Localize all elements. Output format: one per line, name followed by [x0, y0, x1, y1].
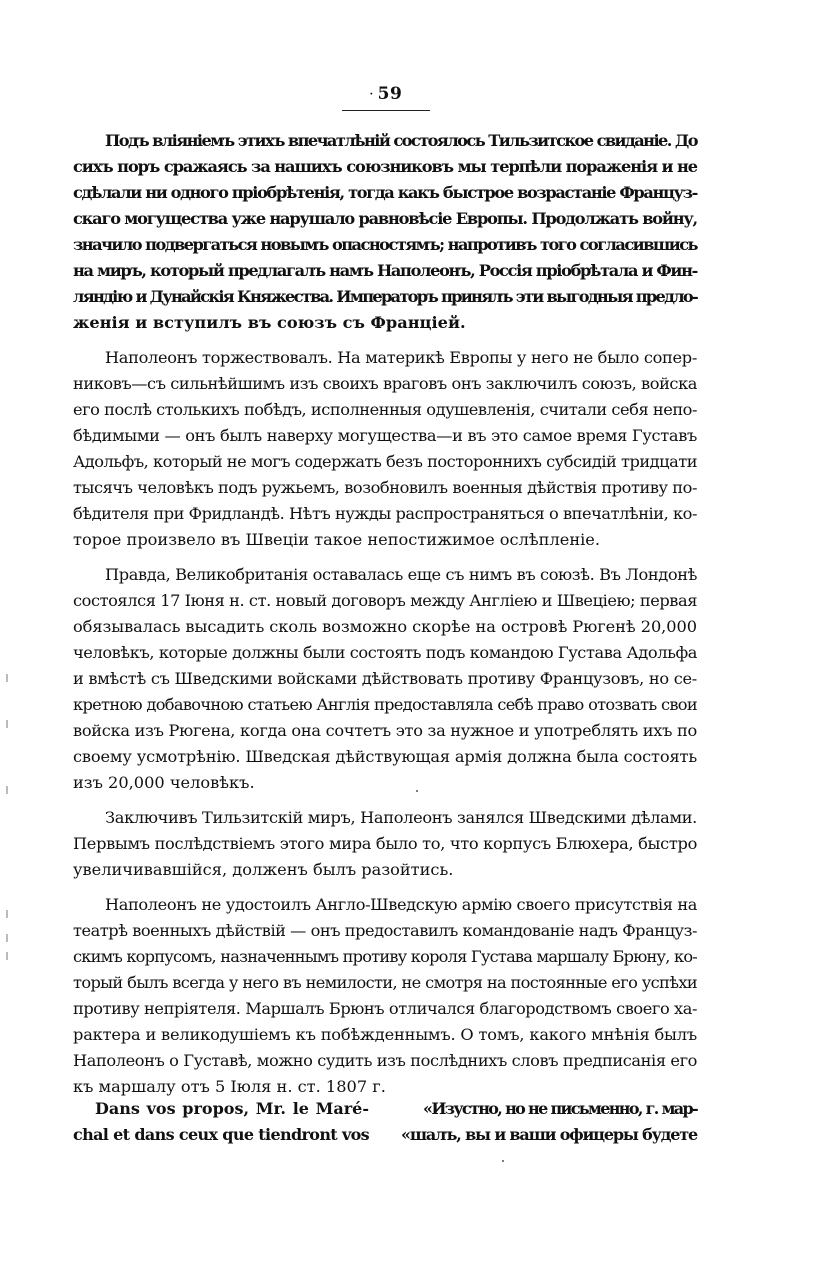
text-line: Адольфъ, который не могъ содержать безъ постороннихъ субсидій тридцати: [73, 452, 697, 471]
text-line: ляндію и Дунайскія Княжества. Императоръ принялъ эти выгодныя предло-: [73, 287, 697, 306]
scan-artifact: [6, 952, 8, 960]
scan-artifact: [6, 674, 8, 682]
text-line: Наполеонъ торжествовалъ. На материкѣ Европы у него не было сопер-: [105, 348, 697, 367]
scan-artifact: [6, 786, 8, 794]
text-line: бѣдителя при Фридландѣ. Нѣтъ нужды распространяться о впечатлѣніи, ко-: [73, 504, 697, 523]
text-line: къ маршалу отъ 5 Іюля н. ст. 1807 г.: [73, 1077, 386, 1096]
text-line: сдѣлали ни одного пріобрѣтенія, тогда какъ быстрое возрастаніе Француз-: [73, 183, 697, 202]
text-line: его послѣ столькихъ побѣдъ, исполненныя одушевленія, считали себя непо-: [73, 400, 697, 419]
text-line: изъ 20,000 человѣкъ.: [73, 773, 255, 792]
paragraph-tilsit-meeting: [73, 128, 697, 336]
text-line: никовъ—съ сильнѣйшимъ изъ своихъ враговъ онъ заключилъ союзъ, войска: [73, 374, 697, 393]
text-line: и вмѣстѣ съ Шведскими войсками дѣйствовать противу Французовъ, но се-: [73, 669, 697, 688]
text-line: войска изъ Рюгена, когда она сочтетъ это за нужное и употреблять ихъ по: [73, 721, 697, 740]
body-text: [73, 128, 697, 1100]
text-line: на миръ, который предлагалъ намъ Наполеонъ, Россія пріобрѣтала и Фин-: [73, 261, 697, 280]
text-line: «шалъ, вы и ваши офицеры будете: [401, 1125, 698, 1144]
text-line: состоялся 17 Іюня н. ст. новый договоръ между Англіею и Швеціею; первая: [73, 591, 697, 610]
text-line: тысячъ человѣкъ подъ ружьемъ, возобновилъ военныя дѣйствія противу по-: [73, 478, 697, 497]
text-line: торый былъ всегда у него въ немилости, не смотря на постоянные его успѣхи: [73, 973, 697, 992]
page-number: [342, 84, 430, 105]
text-line: своему усмотрѣнію. Шведская дѣйствующая армія должна была состоять: [73, 747, 697, 766]
text-line: chal et dans ceux que tiendront vos: [73, 1125, 370, 1144]
text-line: увеличивавшійся, долженъ былъ разойтись.: [73, 860, 454, 879]
text-line: торое произвело въ Швеціи такое непостижимое ослѣпленіе.: [73, 530, 601, 549]
scan-margin-marks: [6, 0, 12, 1267]
text-line: Правда, Великобританія оставалась еще съ нимъ въ союзѣ. Въ Лондонѣ: [105, 565, 697, 584]
header-rule: [342, 110, 430, 111]
page-header: [342, 84, 430, 105]
text-line: скаго могущества уже нарушало равновѣсіе Европы. Продолжать войну,: [73, 209, 698, 228]
text-line: «Изустно, но не письменно, г. мар-: [423, 1099, 697, 1118]
scan-artifact: [6, 934, 8, 942]
text-line: скимъ корпусомъ, назначеннымъ противу короля Густава маршалу Брюну, ко-: [73, 947, 697, 966]
paragraph-britain-treaty: [73, 562, 697, 796]
bilingual-quote: [73, 1096, 697, 1148]
text-line: Подъ вліяніемъ этихъ впечатлѣній состоялось Тильзитское свиданіе. До: [105, 131, 697, 150]
text-line: обязывалась высадить сколь возможно скорѣе на островѣ Рюгенѣ 20,000: [73, 617, 697, 636]
text-line: Dans vos propos, Mr. le Maré-: [95, 1099, 369, 1118]
text-line: театрѣ военныхъ дѣйствій — онъ предоставилъ командованіе надъ Француз-: [73, 921, 697, 940]
paragraph-tilsit-peace: [73, 805, 697, 883]
quote-french-column: [73, 1096, 369, 1148]
text-line: бѣдимыми — онъ былъ наверху могущества—и въ это самое время Густавъ: [73, 426, 697, 445]
paragraph-napoleon-triumph: [73, 345, 697, 553]
scan-artifact: [416, 790, 418, 792]
text-line: Наполеонъ о Густавѣ, можно судить изъ послѣднихъ словъ предписанія его: [73, 1051, 697, 1070]
decorative-dot: ·: [369, 88, 374, 100]
text-line: Наполеонъ не удостоилъ Англо-Шведскую армію своего присутствія на: [105, 895, 697, 914]
scan-artifact: [6, 720, 8, 728]
text-line: противу непріятеля. Маршалъ Брюнъ отличался благородствомъ своего ха-: [73, 999, 697, 1018]
text-line: человѣкъ, которые должны были состоять подъ командою Густава Адольфа: [73, 643, 697, 662]
text-line: кретною добавочною статьею Англія предоставляла себѣ право отозвать свои: [73, 695, 697, 714]
quote-russian-column: [401, 1096, 697, 1148]
text-line: Заключивъ Тильзитскій миръ, Наполеонъ занялся Шведскими дѣлами.: [105, 808, 697, 827]
text-line: значило подвергаться новымъ опасностямъ; напротивъ того согласившись: [73, 235, 697, 254]
page-number-text: 59: [377, 84, 403, 104]
scan-artifact: [6, 910, 8, 918]
scan-artifact: [502, 1160, 504, 1162]
paragraph-marshal-brune: [73, 892, 697, 1100]
text-line: рактера и великодушіемъ къ побѣжденнымъ. О томъ, какого мнѣнія былъ: [73, 1025, 697, 1044]
text-line: Первымъ послѣдствіемъ этого мира было то, что корпусъ Блюхера, быстро: [73, 834, 697, 853]
text-line: женія и вступилъ въ союзъ съ Франціей.: [73, 313, 466, 332]
text-line: сихъ поръ сражаясь за нашихъ союзниковъ мы терпѣли пораженія и не: [73, 157, 697, 176]
